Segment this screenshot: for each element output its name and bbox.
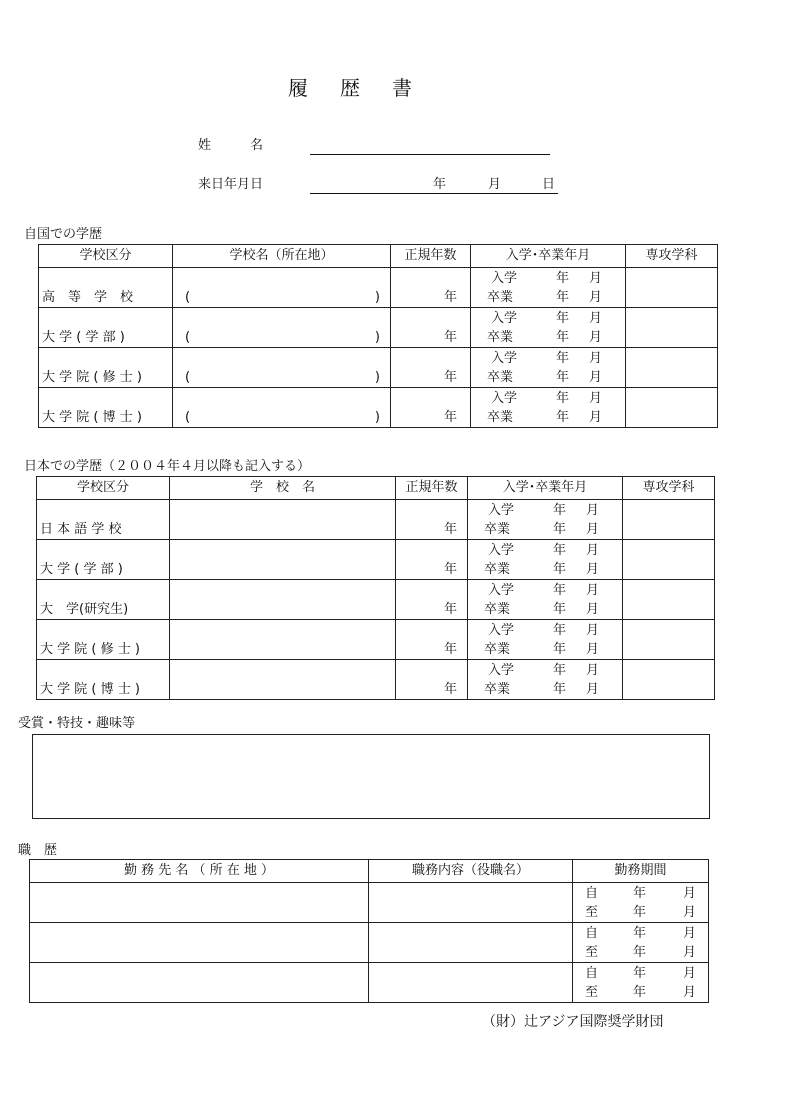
from-month-unit: 月 — [683, 966, 697, 981]
home-header-major: 専攻学科 — [626, 245, 718, 268]
major-cell[interactable] — [626, 308, 718, 348]
career-header-period: 勤務期間 — [573, 860, 709, 883]
entry-month-unit: 月 — [586, 543, 600, 558]
table-row — [30, 883, 709, 923]
page-title: 履 歴 書 — [288, 76, 418, 100]
school-type-cell — [37, 620, 170, 660]
major-cell[interactable] — [623, 620, 715, 660]
paren-close: ) — [374, 330, 380, 345]
entry-grad-cell[interactable] — [468, 620, 623, 660]
years-unit: 年 — [444, 602, 458, 617]
school-type-cell — [39, 308, 173, 348]
table-row — [39, 348, 718, 388]
from-year-unit: 年 — [633, 926, 647, 941]
japan-header-school-name: 学 校 名 — [170, 477, 396, 500]
employer-cell[interactable] — [30, 883, 369, 923]
entry-label: 入学 — [488, 583, 515, 598]
table-row — [37, 660, 715, 700]
career-header-employer: 勤 務 先 名 （ 所 在 地 ） — [30, 860, 369, 883]
to-label: 至 — [585, 985, 599, 1000]
grad-month-unit: 月 — [589, 410, 603, 425]
career-table — [29, 859, 709, 1003]
period-cell[interactable] — [573, 963, 709, 1003]
home-education-table — [38, 244, 718, 428]
japan-header-dates: 入学･卒業年月 — [468, 477, 623, 500]
arrival-day-unit: 日 — [542, 177, 556, 192]
years-cell[interactable] — [396, 660, 468, 700]
entry-year-unit: 年 — [556, 311, 570, 326]
years-cell[interactable] — [391, 308, 471, 348]
school-type-label: 日 本 語 学 校 — [40, 522, 122, 537]
years-unit: 年 — [444, 410, 458, 425]
entry-month-unit: 月 — [589, 271, 603, 286]
from-month-unit: 月 — [683, 926, 697, 941]
arrival-date-field[interactable] — [310, 193, 558, 194]
paren-close: ) — [374, 290, 380, 305]
table-row — [39, 388, 718, 428]
school-type-label: 大 学 院 ( 博 士 ) — [40, 682, 140, 697]
entry-grad-cell[interactable] — [468, 660, 623, 700]
japan-education-table — [36, 476, 715, 700]
entry-label: 入学 — [488, 503, 515, 518]
to-month-unit: 月 — [683, 945, 697, 960]
entry-label: 入学 — [491, 311, 518, 326]
school-type-label: 高 等 学 校 — [42, 290, 134, 305]
name-label: 姓 名 — [198, 138, 264, 153]
entry-month-unit: 月 — [586, 583, 600, 598]
paren-open: ( — [185, 330, 191, 345]
japan-header-school-type: 学校区分 — [37, 477, 170, 500]
entry-grad-cell[interactable] — [471, 388, 626, 428]
table-row — [37, 500, 715, 540]
to-month-unit: 月 — [683, 985, 697, 1000]
entry-year-unit: 年 — [556, 391, 570, 406]
grad-month-unit: 月 — [586, 522, 600, 537]
grad-month-unit: 月 — [589, 370, 603, 385]
arrival-date-label: 来日年月日 — [198, 177, 264, 192]
table-row — [39, 308, 718, 348]
grad-label: 卒業 — [487, 410, 514, 425]
school-type-cell — [39, 388, 173, 428]
years-unit: 年 — [444, 682, 458, 697]
employer-cell[interactable] — [30, 923, 369, 963]
entry-year-unit: 年 — [553, 543, 567, 558]
grad-year-unit: 年 — [553, 642, 567, 657]
school-name-cell[interactable] — [173, 388, 391, 428]
school-type-label: 大 学(研究生) — [40, 602, 129, 617]
entry-label: 入学 — [488, 663, 515, 678]
entry-year-unit: 年 — [556, 351, 570, 366]
arrival-year-unit: 年 — [433, 177, 447, 192]
grad-label: 卒業 — [484, 562, 511, 577]
home-header-school-type: 学校区分 — [39, 245, 173, 268]
japan-header-years: 正規年数 — [396, 477, 468, 500]
school-name-cell[interactable] — [173, 268, 391, 308]
entry-year-unit: 年 — [553, 623, 567, 638]
entry-year-unit: 年 — [553, 583, 567, 598]
to-label: 至 — [585, 945, 599, 960]
entry-grad-cell[interactable] — [471, 348, 626, 388]
grad-month-unit: 月 — [586, 562, 600, 577]
years-unit: 年 — [444, 642, 458, 657]
from-label: 自 — [585, 926, 599, 941]
entry-label: 入学 — [491, 391, 518, 406]
period-cell[interactable] — [573, 923, 709, 963]
years-cell[interactable] — [396, 540, 468, 580]
to-label: 至 — [585, 905, 599, 920]
school-name-cell[interactable] — [173, 308, 391, 348]
entry-month-unit: 月 — [586, 663, 600, 678]
from-label: 自 — [585, 886, 599, 901]
years-cell[interactable] — [396, 620, 468, 660]
school-type-cell — [39, 268, 173, 308]
major-cell[interactable] — [626, 348, 718, 388]
school-type-cell — [39, 348, 173, 388]
entry-grad-cell[interactable] — [471, 308, 626, 348]
grad-label: 卒業 — [487, 290, 514, 305]
entry-month-unit: 月 — [589, 351, 603, 366]
years-unit: 年 — [444, 522, 458, 537]
career-title: 職 歴 — [18, 843, 58, 858]
grad-year-unit: 年 — [556, 290, 570, 305]
japan-header-major: 専攻学科 — [623, 477, 715, 500]
grad-month-unit: 月 — [586, 642, 600, 657]
home-education-title: 自国での学歴 — [24, 227, 103, 242]
years-cell[interactable] — [391, 268, 471, 308]
major-cell[interactable] — [626, 268, 718, 308]
years-cell[interactable] — [391, 388, 471, 428]
grad-label: 卒業 — [487, 330, 514, 345]
grad-year-unit: 年 — [556, 370, 570, 385]
from-year-unit: 年 — [633, 886, 647, 901]
career-header-duties: 職務内容（役職名） — [369, 860, 573, 883]
grad-label: 卒業 — [484, 522, 511, 537]
school-type-label: 大 学 院 ( 修 士 ) — [40, 642, 140, 657]
name-field[interactable] — [310, 154, 550, 155]
entry-year-unit: 年 — [556, 271, 570, 286]
to-year-unit: 年 — [633, 945, 647, 960]
grad-year-unit: 年 — [553, 682, 567, 697]
entry-grad-cell[interactable] — [471, 268, 626, 308]
awards-title: 受賞・特技・趣味等 — [18, 716, 136, 731]
years-unit: 年 — [444, 370, 458, 385]
major-cell[interactable] — [623, 500, 715, 540]
employer-cell[interactable] — [30, 963, 369, 1003]
table-row — [39, 268, 718, 308]
japan-education-title: 日本での学歴（２００４年４月以降も記入する） — [24, 459, 311, 474]
school-name-cell[interactable] — [170, 580, 396, 620]
school-type-label: 大 学 ( 学 部 ) — [40, 562, 123, 577]
from-month-unit: 月 — [683, 886, 697, 901]
years-cell[interactable] — [391, 348, 471, 388]
grad-label: 卒業 — [484, 602, 511, 617]
paren-close: ) — [374, 370, 380, 385]
school-type-label: 大 学 院 ( 修 士 ) — [42, 370, 142, 385]
entry-month-unit: 月 — [586, 623, 600, 638]
school-type-label: 大 学 ( 学 部 ) — [42, 330, 125, 345]
grad-month-unit: 月 — [589, 290, 603, 305]
from-label: 自 — [585, 966, 599, 981]
grad-month-unit: 月 — [589, 330, 603, 345]
school-type-cell — [37, 500, 170, 540]
from-year-unit: 年 — [633, 966, 647, 981]
home-header-school-name: 学校名（所在地） — [173, 245, 391, 268]
major-cell[interactable] — [623, 540, 715, 580]
grad-year-unit: 年 — [556, 330, 570, 345]
duties-cell[interactable] — [369, 923, 573, 963]
period-cell[interactable] — [573, 883, 709, 923]
school-name-cell[interactable] — [173, 348, 391, 388]
entry-year-unit: 年 — [553, 663, 567, 678]
grad-month-unit: 月 — [586, 682, 600, 697]
entry-label: 入学 — [488, 543, 515, 558]
home-header-dates: 入学･卒業年月 — [471, 245, 626, 268]
years-unit: 年 — [444, 562, 458, 577]
entry-month-unit: 月 — [586, 503, 600, 518]
entry-grad-cell[interactable] — [468, 540, 623, 580]
years-cell[interactable] — [396, 500, 468, 540]
entry-year-unit: 年 — [553, 503, 567, 518]
school-name-cell[interactable] — [170, 500, 396, 540]
paren-open: ( — [185, 370, 191, 385]
duties-cell[interactable] — [369, 883, 573, 923]
entry-label: 入学 — [488, 623, 515, 638]
grad-label: 卒業 — [484, 682, 511, 697]
entry-month-unit: 月 — [589, 391, 603, 406]
school-type-cell — [37, 580, 170, 620]
years-cell[interactable] — [396, 580, 468, 620]
grad-year-unit: 年 — [553, 522, 567, 537]
paren-open: ( — [185, 410, 191, 425]
school-name-cell[interactable] — [170, 660, 396, 700]
grad-year-unit: 年 — [553, 602, 567, 617]
major-cell[interactable] — [626, 388, 718, 428]
years-unit: 年 — [444, 330, 458, 345]
school-type-cell — [37, 660, 170, 700]
grad-label: 卒業 — [487, 370, 514, 385]
school-name-cell[interactable] — [170, 540, 396, 580]
entry-label: 入学 — [491, 271, 518, 286]
grad-year-unit: 年 — [553, 562, 567, 577]
to-year-unit: 年 — [633, 905, 647, 920]
school-name-cell[interactable] — [170, 620, 396, 660]
table-row — [30, 963, 709, 1003]
to-year-unit: 年 — [633, 985, 647, 1000]
entry-grad-cell[interactable] — [468, 500, 623, 540]
duties-cell[interactable] — [369, 963, 573, 1003]
footer-organization: （財）辻アジア国際奨学財団 — [482, 1014, 664, 1030]
to-month-unit: 月 — [683, 905, 697, 920]
home-header-years: 正規年数 — [391, 245, 471, 268]
table-row — [37, 580, 715, 620]
entry-grad-cell[interactable] — [468, 580, 623, 620]
arrival-month-unit: 月 — [488, 177, 502, 192]
table-row — [37, 540, 715, 580]
entry-month-unit: 月 — [589, 311, 603, 326]
entry-label: 入学 — [491, 351, 518, 366]
grad-month-unit: 月 — [586, 602, 600, 617]
major-cell[interactable] — [623, 660, 715, 700]
grad-label: 卒業 — [484, 642, 511, 657]
years-unit: 年 — [444, 290, 458, 305]
school-type-label: 大 学 院 ( 博 士 ) — [42, 410, 142, 425]
table-row — [30, 923, 709, 963]
grad-year-unit: 年 — [556, 410, 570, 425]
paren-open: ( — [185, 290, 191, 305]
paren-close: ) — [374, 410, 380, 425]
major-cell[interactable] — [623, 580, 715, 620]
school-type-cell — [37, 540, 170, 580]
awards-field[interactable] — [32, 734, 710, 819]
table-row — [37, 620, 715, 660]
